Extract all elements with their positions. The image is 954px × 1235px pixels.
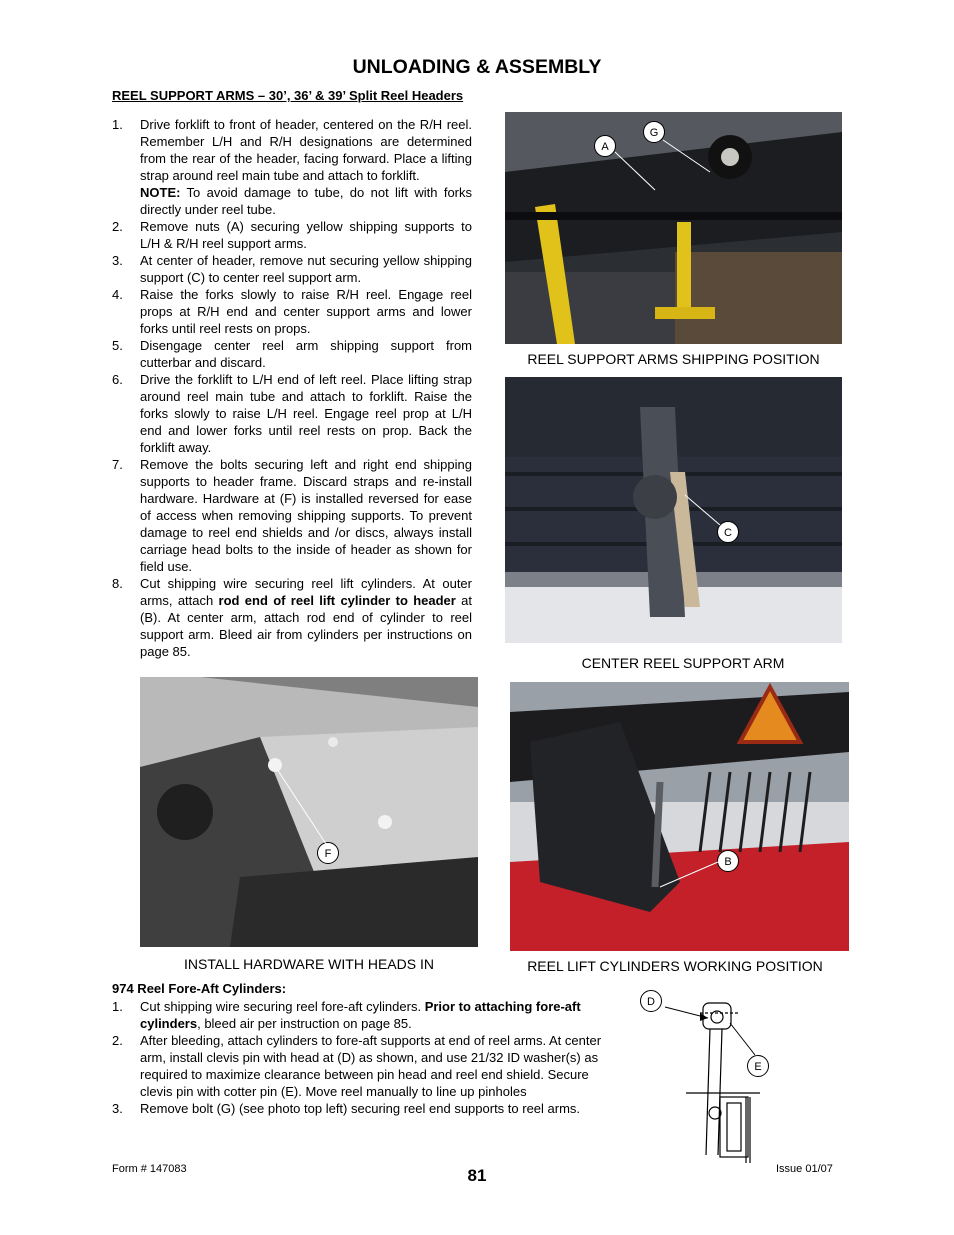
photo-center-arm — [505, 377, 842, 643]
callout-leaders — [505, 377, 842, 643]
callout-g: G — [643, 121, 665, 143]
step-text: At center of header, remove nut securing yellow shipping support (C) to center reel support arm. — [140, 253, 472, 285]
form-number: Form # 147083 — [112, 1163, 187, 1175]
callout-b: B — [717, 850, 739, 872]
section2-heading: 974 Reel Fore-Aft Cylinders: — [112, 981, 287, 996]
step-text: Remove the bolts securing left and right end shipping supports to header frame. Discard straps and re-install hardware. Hardware at (F) is installed reversed for ease of access when removing shipping supports. To prevent damage to reel end shields and /or discs, always install carriage head bolts to the inside of header as shown for field use. — [140, 457, 472, 574]
step-text: Disengage center reel arm shipping support from cutterbar and discard. — [140, 338, 472, 370]
step-text: Raise the forks slowly to raise R/H reel. Engage reel props at R/H end and center support arms and lower forks until reel rests on props. — [140, 287, 472, 336]
callout-f: F — [317, 842, 339, 864]
step-text: Cut shipping wire securing reel fore-aft cylinders. Prior to attaching fore-aft cylinders, bleed air per instruction on page 85. — [140, 999, 581, 1031]
list-item: 5. Disengage center reel arm shipping support from cutterbar and discard. — [112, 338, 472, 370]
list-item: 6. Drive the forklift to L/H end of left reel. Place lifting strap around reel main tube and attach to forklift. Raise the forks slowly to raise L/H reel. Engage reel prop at L/H end and lower forks until reel rests on prop. Back the forklift away. — [112, 372, 472, 455]
page-title: UNLOADING & ASSEMBLY — [352, 56, 602, 78]
list-item: 2. After bleeding, attach cylinders to fore-aft supports at end of reel arms. At center arm, install clevis pin with head at (D) as shown, and use 21/32 ID washer(s) as required to maximize clearance between pin head and reel end shield. Secure clevis pin with cotter pin (E). Move reel manually to line up pinholes — [112, 1033, 602, 1099]
list-item: 1. Drive forklift to front of header, centered on the R/H reel. Remember L/H and R/H designations are determined from the rear of the header, facing forward. Place a lifting strap around reel main tube and attach to forklift. — [112, 117, 472, 183]
photo-install-hardware — [140, 677, 478, 947]
photo-shipping-position — [505, 112, 842, 344]
page-number: 81 — [467, 1166, 487, 1185]
callout-e: E — [747, 1055, 769, 1077]
caption-lift-cylinders: REEL LIFT CYLINDERS WORKING POSITION — [527, 958, 823, 974]
callout-leaders — [140, 677, 478, 947]
note-text: To avoid damage to tube, do not lift with forks directly under reel tube. — [140, 185, 472, 217]
steps-list — [112, 116, 472, 660]
callout-a: A — [594, 135, 616, 157]
caption-install-hardware: INSTALL HARDWARE WITH HEADS IN — [184, 956, 434, 972]
caption-shipping-position: REEL SUPPORT ARMS SHIPPING POSITION — [527, 351, 820, 367]
list-item: 3. At center of header, remove nut securing yellow shipping support (C) to center reel support arm. — [112, 253, 472, 285]
list-item: 2. Remove nuts (A) securing yellow shipping supports to L/H & R/H reel support arms. — [112, 219, 472, 251]
photo-lift-cylinders — [510, 682, 849, 951]
list-item: 1. Cut shipping wire securing reel fore-aft cylinders. Prior to attaching fore-aft cylinders, bleed air per instruction on page 85. — [112, 999, 581, 1031]
step-text: Remove nuts (A) securing yellow shipping supports to L/H & R/H reel support arms. — [140, 219, 472, 251]
step-text: Cut shipping wire securing reel lift cylinders. At outer arms, attach rod end of reel lift cylinder to header at (B). At center arm, attach rod end of cylinder to reel support arm. Bleed air from cylinders per instructions on page 85. — [140, 576, 472, 659]
clevis-diagram — [630, 985, 780, 1165]
callout-d: D — [640, 990, 662, 1012]
note — [112, 184, 472, 218]
note-label: NOTE: — [140, 185, 181, 200]
callout-c: C — [717, 521, 739, 543]
issue-date: Issue 01/07 — [776, 1163, 833, 1175]
section-heading: REEL SUPPORT ARMS – 30’, 36’ & 39’ Split Reel Headers — [112, 88, 464, 103]
section2-steps — [112, 998, 604, 1117]
list-item: 8. Cut shipping wire securing reel lift cylinders. At outer arms, attach rod end of reel lift cylinder to header at (B). At center arm, attach rod end of cylinder to reel support arm. Bleed air from cylinders per instructions on page 85. — [112, 576, 472, 659]
list-item: 3. Remove bolt (G) (see photo top left) securing reel end supports to reel arms. — [112, 1101, 581, 1116]
caption-center-arm: CENTER REEL SUPPORT ARM — [581, 655, 785, 671]
list-item: 4. Raise the forks slowly to raise R/H reel. Engage reel props at R/H end and center support arms and lower forks until reel rests on props. — [112, 287, 472, 336]
step-text: Drive the forklift to L/H end of left reel. Place lifting strap around reel main tube and attach to forklift. Raise the forks slowly to raise L/H reel. Engage reel prop at L/H end and lower forks until reel rests on prop. Back the forklift away. — [140, 372, 472, 455]
list-item: 7. Remove the bolts securing left and right end shipping supports to header frame. Discard straps and re-install hardware. Hardware at (F) is installed reversed for ease of access when removing shipping supports. To prevent damage to reel end shields and /or discs, always install carriage head bolts to the inside of header as shown for field use. — [112, 457, 472, 574]
callout-leaders — [505, 112, 842, 344]
callout-leaders — [510, 682, 849, 951]
step-text: After bleeding, attach cylinders to fore-aft supports at end of reel arms. At center arm, install clevis pin with head at (D) as shown, and use 21/32 ID washer(s) as required to maximize clearance between pin head and reel end shield. Secure clevis pin with cotter pin (E). Move reel manually to line up pinholes — [140, 1033, 602, 1099]
step-text: Remove bolt (G) (see photo top left) securing reel end supports to reel arms. — [140, 1101, 581, 1116]
step-text: Drive forklift to front of header, centered on the R/H reel. Remember L/H and R/H designations are determined from the rear of the header, facing forward. Place a lifting strap around reel main tube and attach to forklift. — [140, 117, 472, 183]
